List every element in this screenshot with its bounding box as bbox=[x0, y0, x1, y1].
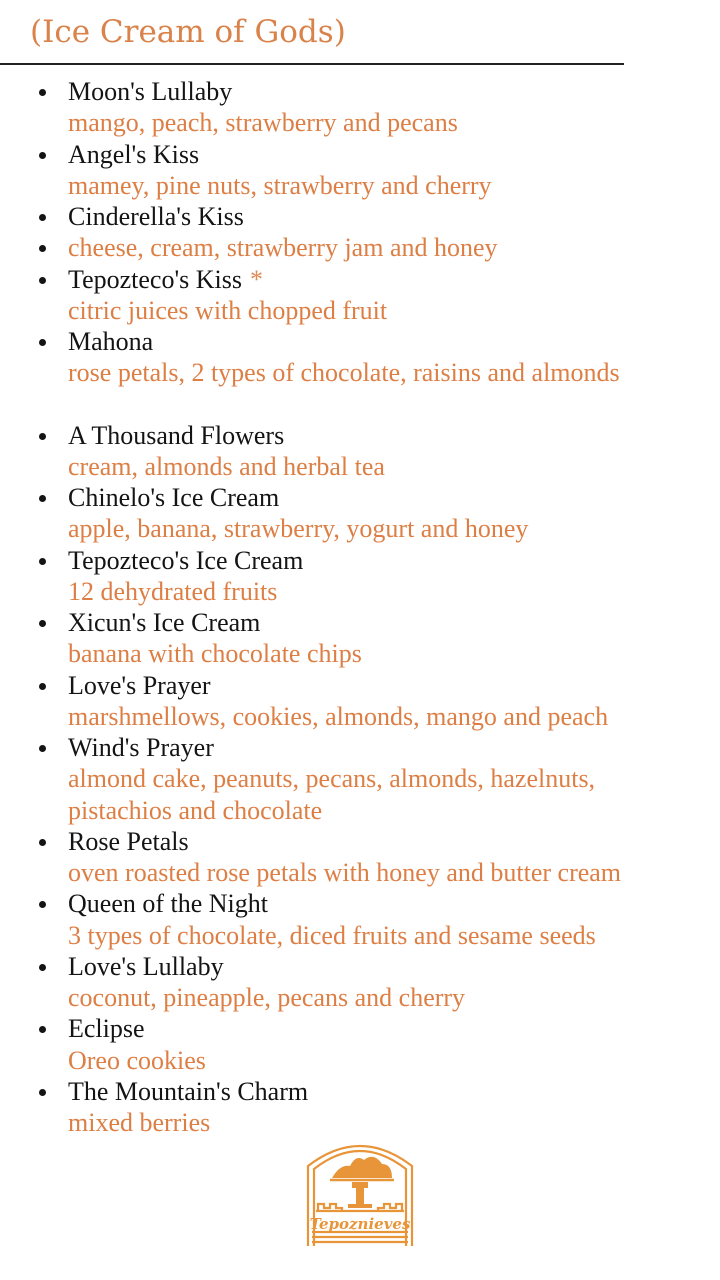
list-item bbox=[0, 326, 720, 389]
list-item bbox=[0, 201, 720, 264]
list-item bbox=[0, 420, 720, 483]
flavor-name: Moon's Lullaby bbox=[68, 77, 233, 106]
flavor-ingredients: 3 types of chocolate, diced fruits and sesame seeds bbox=[68, 920, 596, 950]
flavor-ingredients: banana with chocolate chips bbox=[68, 639, 362, 669]
bullet-icon bbox=[39, 683, 46, 690]
bullet-icon bbox=[39, 277, 46, 284]
bullet-icon bbox=[39, 558, 46, 565]
bullet-icon bbox=[39, 433, 46, 440]
list-item bbox=[0, 607, 720, 670]
flavor-ingredients: oven roasted rose petals with honey and butter cream bbox=[68, 858, 622, 887]
flavor-name: Rose Petals bbox=[68, 826, 189, 856]
bullet-icon bbox=[39, 745, 46, 752]
list-item bbox=[0, 670, 720, 733]
list-item bbox=[0, 1076, 720, 1139]
bullet-icon bbox=[39, 89, 46, 96]
bullet-icon bbox=[39, 339, 46, 346]
list-item bbox=[0, 951, 720, 1014]
list-item bbox=[0, 76, 720, 139]
flavor-ingredients: citric juices with chopped fruit bbox=[68, 295, 388, 325]
flavor-ingredients: mango, peach, strawberry and pecans bbox=[68, 108, 458, 138]
title-divider bbox=[0, 63, 624, 65]
bullet-icon bbox=[39, 620, 46, 627]
list-item bbox=[0, 888, 720, 951]
list-item bbox=[0, 482, 720, 545]
flavor-name: Angel's Kiss bbox=[68, 139, 200, 169]
page-title: (Ice Cream of Gods) bbox=[30, 14, 346, 50]
flavor-name: Mahona bbox=[68, 327, 154, 356]
flavor-name: The Mountain's Charm bbox=[68, 1076, 309, 1106]
bullet-icon bbox=[39, 214, 46, 221]
flavor-name: Queen of the Night bbox=[68, 889, 269, 919]
flavor-ingredients: cream, almonds and herbal tea bbox=[68, 451, 385, 481]
flavor-ingredients: almond cake, peanuts, pecans, almonds, hazelnuts, bbox=[68, 764, 596, 794]
bullet-icon bbox=[39, 1089, 46, 1096]
flavor-ingredients-continued: pistachios and chocolate bbox=[68, 795, 323, 825]
flavor-name: Love's Lullaby bbox=[68, 951, 224, 981]
flavor-name: Tepozteco's Kiss bbox=[68, 264, 242, 294]
bullet-icon bbox=[39, 839, 46, 846]
flavor-ingredients: mamey, pine nuts, strawberry and cherry bbox=[68, 170, 492, 200]
bullet-icon bbox=[39, 901, 46, 908]
flavor-ingredients: marshmellows, cookies, almonds, mango and peach bbox=[68, 701, 609, 731]
bullet-icon bbox=[39, 1026, 46, 1033]
flavor-name: Tepozteco's Ice Cream bbox=[68, 545, 304, 575]
bullet-icon bbox=[39, 964, 46, 971]
bullet-icon bbox=[39, 245, 46, 252]
flavor-ingredients: Oreo cookies bbox=[68, 1045, 206, 1075]
list-item bbox=[0, 1013, 720, 1076]
list-item bbox=[0, 139, 720, 202]
list-item bbox=[0, 826, 720, 889]
group-spacer bbox=[0, 389, 720, 420]
bullet-icon bbox=[39, 152, 46, 159]
asterisk-mark: * bbox=[250, 264, 263, 294]
flavor-name: Wind's Prayer bbox=[68, 733, 214, 762]
flavor-name: Love's Prayer bbox=[68, 670, 211, 700]
list-item bbox=[0, 264, 720, 327]
flavor-name: Chinelo's Ice Cream bbox=[68, 483, 280, 512]
flavor-ingredients: coconut, pineapple, pecans and cherry bbox=[68, 983, 466, 1012]
flavor-ingredients: mixed berries bbox=[68, 1108, 211, 1137]
logo-text: Tepoznieves bbox=[309, 1215, 411, 1233]
flavor-name: Xicun's Ice Cream bbox=[68, 608, 261, 637]
list-item bbox=[0, 545, 720, 608]
bullet-icon bbox=[39, 495, 46, 502]
flavor-name: Cinderella's Kiss bbox=[68, 202, 244, 231]
flavor-name: A Thousand Flowers bbox=[68, 420, 285, 450]
flavor-ingredients: cheese, cream, strawberry jam and honey bbox=[68, 233, 498, 263]
flavor-ingredients: 12 dehydrated fruits bbox=[68, 576, 278, 606]
flavor-ingredients: rose petals, 2 types of chocolate, raisins and almonds bbox=[68, 358, 620, 388]
flavor-ingredients: apple, banana, strawberry, yogurt and honey bbox=[68, 514, 529, 544]
flavor-name: Eclipse bbox=[68, 1014, 145, 1044]
list-item bbox=[0, 732, 720, 826]
menu-list bbox=[0, 76, 720, 1138]
